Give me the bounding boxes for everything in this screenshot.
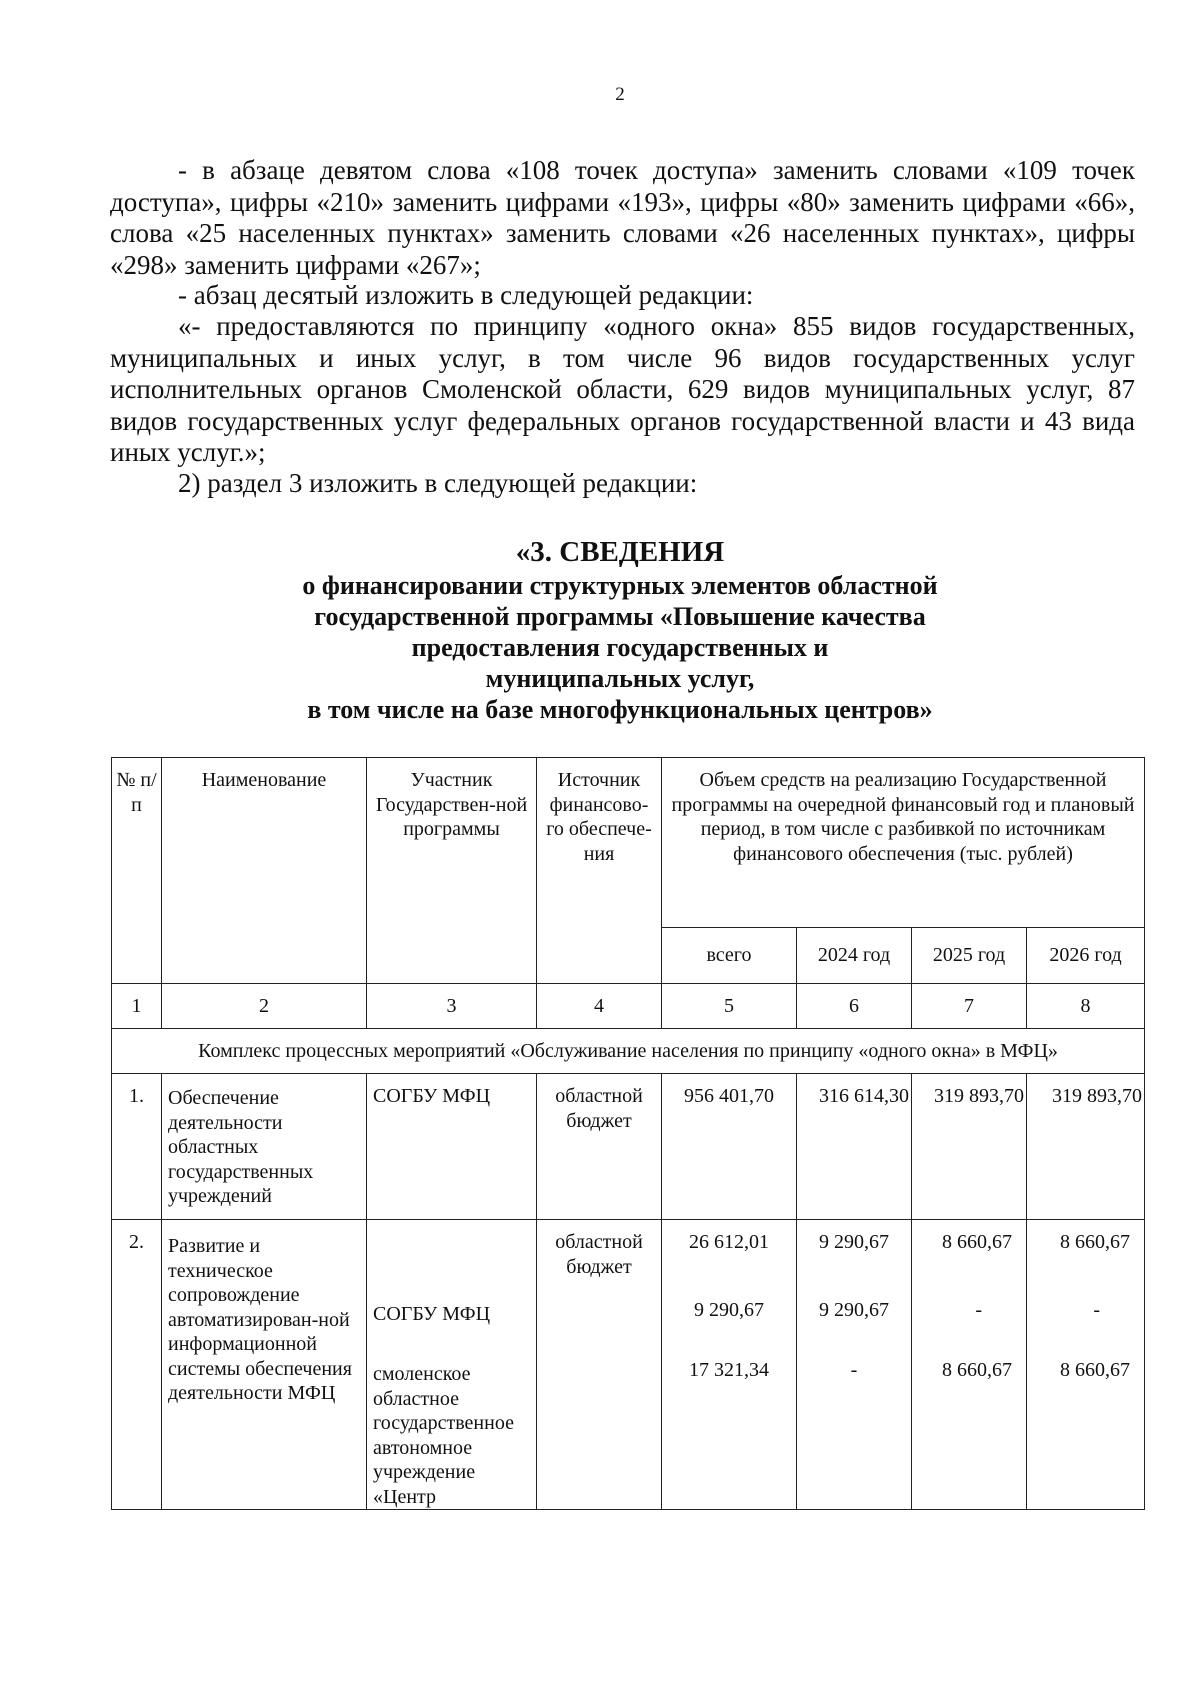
paragraph-services-quote: «- предоставляются по принципу «одного окна» 855 видов государственных, муниципальных и иных услуг, в том числе 96 видов государственных услуг исполнительных органов Смоленской области, 629 видов муниципальных услуг, 87 видов государственных услуг федеральных органов государственной власти и 43 вида иных услуг.»;: [110, 311, 1135, 467]
col-number: 4: [537, 984, 662, 1029]
participant-center: смоленское областное государственное автономное учреждение «Центр: [373, 1363, 514, 1508]
header-name: Наименование: [162, 758, 367, 984]
col-number: 5: [662, 984, 797, 1029]
paragraph-section-three: 2) раздел 3 изложить в следующей редакции:: [178, 468, 698, 498]
row-source: областной бюджет: [537, 1074, 662, 1220]
row-2026-cell: [1027, 1220, 1145, 1510]
header-volume: Объем средств на реализацию Государственной программы на очередной финансовый год и плановый период, в том числе с разбивкой по источникам финансового обеспечения (тыс. рублей): [662, 758, 1145, 928]
paragraph-amend-ninth: - в абзаце девятом слова «108 точек доступа» заменить словами «109 точек доступа», цифры «210» заменить цифрами «193», цифры «80» заменить цифрами «66», слова «25 населенных пунктах» заменить словами «26 населенных пунктах», цифры «298» заменить цифрами «267»;: [110, 155, 1135, 280]
row-2025-sub1: -: [975, 1299, 982, 1321]
section-row-title: Комплекс процессных мероприятий «Обслуживание населения по принципу «одного окна» в МФЦ»: [112, 1029, 1145, 1074]
row-participant: СОГБУ МФЦ: [367, 1074, 537, 1220]
header-row-top: [112, 758, 1145, 928]
section-title: [180, 535, 1060, 725]
row-total-sub1: 9 290,67: [694, 1299, 764, 1321]
row-2025: 8 660,67: [942, 1231, 1012, 1253]
col-number: 2: [162, 984, 367, 1029]
row-total-cell: [662, 1220, 797, 1510]
table-row: [112, 1220, 1145, 1510]
header-2025: 2025 год: [912, 928, 1027, 984]
col-number: 8: [1027, 984, 1145, 1029]
row-2026: 319 893,70: [1027, 1074, 1145, 1220]
row-2026: 8 660,67: [1060, 1231, 1131, 1253]
paragraph-amend-tenth: - абзац десятый изложить в следующей редакции:: [178, 280, 754, 310]
table-row: [112, 1074, 1145, 1220]
title-line-5: муниципальных услуг,: [485, 664, 755, 693]
row-number: 2.: [112, 1220, 162, 1510]
header-num: № п/п: [112, 758, 162, 984]
financing-table: [111, 757, 1145, 1510]
title-line-1: «3. СВЕДЕНИЯ: [515, 536, 725, 568]
row-name: Развитие и техническое сопровождение автоматизирован-ной информационной системы обеспечения деятельности МФЦ: [162, 1220, 367, 1510]
row-2025: 319 893,70: [912, 1074, 1027, 1220]
column-number-row: [112, 984, 1145, 1029]
col-number: 7: [912, 984, 1027, 1029]
row-number: 1.: [112, 1074, 162, 1220]
row-2024: 316 614,30: [797, 1074, 912, 1220]
page-number: 2: [615, 84, 625, 105]
row-2026-sub1: -: [1093, 1299, 1101, 1321]
col-number: 3: [367, 984, 537, 1029]
header-participant: Участник Государствен-ной программы: [367, 758, 537, 984]
header-source: Источник финансово-го обеспече-ния: [537, 758, 662, 984]
title-line-3: государственной программы «Повышение качества: [314, 602, 926, 631]
participant-sogbu: СОГБУ МФЦ: [373, 1303, 491, 1325]
title-line-4: предоставления государственных и: [411, 633, 829, 662]
row-total: 956 401,70: [662, 1074, 797, 1220]
row-participants: [367, 1220, 537, 1510]
row-2025-sub2: 8 660,67: [942, 1359, 1012, 1381]
row-source: областной бюджет: [537, 1220, 662, 1510]
col-number: 1: [112, 984, 162, 1029]
row-2024-sub1: 9 290,67: [819, 1299, 889, 1321]
header-total: всего: [662, 928, 797, 984]
section-row: [112, 1029, 1145, 1074]
row-2024: 9 290,67: [819, 1231, 889, 1253]
row-2025-cell: [912, 1220, 1027, 1510]
row-2024-cell: [797, 1220, 912, 1510]
title-line-2: о финансировании структурных элементов областной: [302, 571, 938, 600]
header-2024: 2024 год: [797, 928, 912, 984]
row-2026-sub2: 8 660,67: [1060, 1359, 1131, 1381]
row-total: 26 612,01: [689, 1231, 769, 1253]
header-2026: 2026 год: [1027, 928, 1145, 984]
row-2024-sub2: -: [850, 1359, 858, 1381]
col-number: 6: [797, 984, 912, 1029]
row-total-sub2: 17 321,34: [689, 1359, 769, 1381]
row-name: Обеспечение деятельности областных государственных учреждений: [162, 1074, 367, 1220]
title-line-6: в том числе на базе многофункциональных центров»: [307, 695, 933, 724]
